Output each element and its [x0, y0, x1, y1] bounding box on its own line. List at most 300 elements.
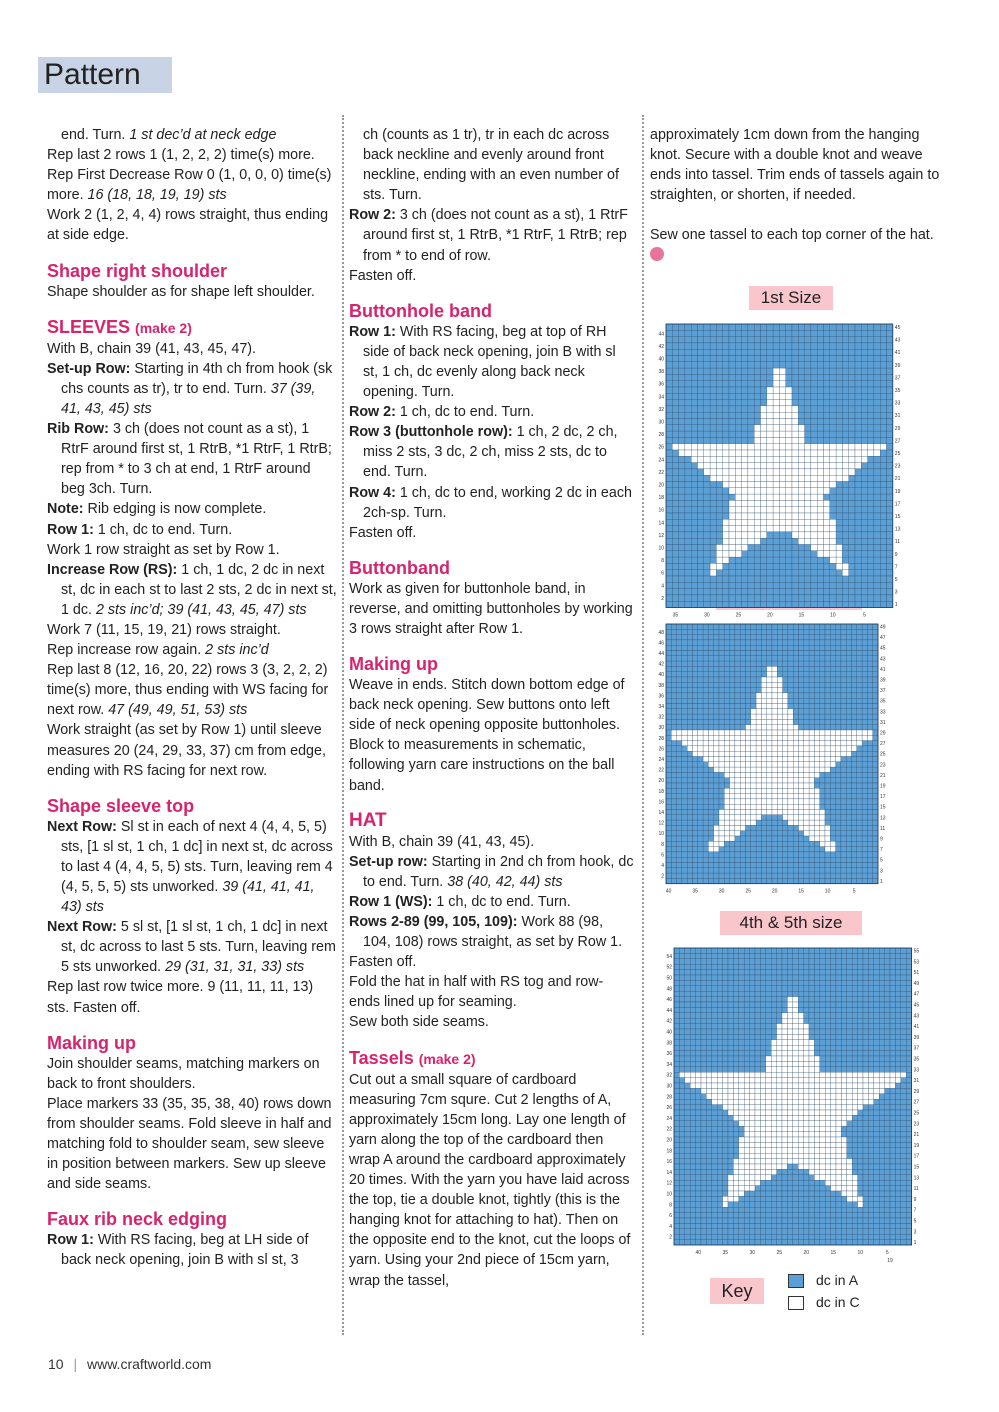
chart-cell: [704, 576, 710, 582]
chart-cell: [793, 857, 798, 862]
chart-cell: [906, 986, 911, 991]
chart-cell: [879, 970, 884, 975]
chart-cell: [703, 624, 708, 629]
chart-cell: [787, 1051, 792, 1056]
chart-cell: [787, 1094, 792, 1099]
chart-cell: [830, 852, 835, 857]
chart-cell: [723, 463, 729, 469]
chart-cell: [831, 1051, 836, 1056]
chart-cell: [735, 563, 741, 569]
chart-cell: [777, 651, 782, 656]
chart-cell: [849, 330, 855, 336]
chart-cell: [874, 387, 880, 393]
chart-cell: [756, 794, 761, 799]
chart-cell: [820, 959, 825, 964]
chart-cell: [890, 1051, 895, 1056]
chart-cell: [836, 349, 842, 355]
chart-cell: [787, 1034, 792, 1039]
chart-cell: [787, 970, 792, 975]
chart-cell: [830, 677, 835, 682]
chart-cell: [671, 868, 676, 873]
chart-cell: [719, 746, 724, 751]
chart-cell: [685, 576, 691, 582]
chart-cell: [740, 688, 745, 693]
chart-cell: [748, 425, 754, 431]
chart-cell: [855, 570, 861, 576]
chart-cell: [746, 693, 751, 698]
chart-cell: [836, 878, 841, 883]
chart-cell: [783, 640, 788, 645]
chart-cell: [724, 651, 729, 656]
chart-cell: [793, 666, 798, 671]
chart-cell: [804, 959, 809, 964]
chart-cell: [748, 343, 754, 349]
chart-cell: [672, 343, 678, 349]
chart-cell: [706, 1013, 711, 1018]
chart-cell: [748, 469, 754, 475]
chart-cell: [682, 635, 687, 640]
chart-cell: [742, 362, 748, 368]
chart-cell: [773, 437, 779, 443]
chart-cell: [874, 582, 880, 588]
chart-cell: [849, 324, 855, 330]
chart-cell: [729, 469, 735, 475]
chart-cell: [868, 406, 874, 412]
chart-cell: [735, 381, 741, 387]
chart-cell: [685, 337, 691, 343]
chart-cell: [880, 563, 886, 569]
chart-cell: [761, 836, 766, 841]
chart-cell: [841, 1024, 846, 1029]
chart-cell: [825, 794, 830, 799]
chart-cell: [814, 991, 819, 996]
chart-cell: [804, 1061, 809, 1066]
chart-cell: [825, 640, 830, 645]
paragraph: Row 1 (WS): 1 ch, dc to end. Turn.: [349, 893, 571, 910]
chart-cell: [885, 1029, 890, 1034]
chart-cell: [740, 751, 745, 756]
chart-cell: [817, 400, 823, 406]
chart-cell: [804, 730, 809, 735]
chart-cell: [862, 788, 867, 793]
chart-cell: [841, 778, 846, 783]
row-number: 10: [658, 545, 664, 552]
chart-cell: [750, 1067, 755, 1072]
chart-cell: [693, 841, 698, 846]
chart-cell: [830, 757, 835, 762]
chart-cell: [867, 836, 872, 841]
chart-cell: [804, 704, 809, 709]
chart-cell: [811, 488, 817, 494]
chart-cell: [799, 778, 804, 783]
chart-cell: [811, 324, 817, 330]
chart-cell: [723, 576, 729, 582]
chart-cell: [824, 463, 830, 469]
chart-cell: [698, 741, 703, 746]
chart-cell: [792, 582, 798, 588]
chart-cell: [885, 991, 890, 996]
chart-cell: [767, 810, 772, 815]
chart-cell: [723, 557, 729, 563]
chart-cell: [862, 645, 867, 650]
chart-cell: [755, 1007, 760, 1012]
chart-cell: [831, 1045, 836, 1050]
chart-cell: [885, 1034, 890, 1039]
chart-cell: [671, 847, 676, 852]
chart-cell: [761, 682, 766, 687]
chart-cell: [863, 991, 868, 996]
chart-cell: [798, 362, 804, 368]
chart-cell: [701, 1007, 706, 1012]
chart-cell: [735, 330, 741, 336]
chart-cell: [708, 868, 713, 873]
chart-cell: [901, 1083, 906, 1088]
chart-cell: [685, 349, 691, 355]
chart-cell: [748, 519, 754, 525]
column-number: 10: [830, 612, 836, 619]
chart-cell: [742, 463, 748, 469]
chart-cell: [729, 374, 735, 380]
chart-cell: [809, 688, 814, 693]
chart-cell: [779, 412, 785, 418]
chart-cell: [772, 852, 777, 857]
chart-cell: [817, 519, 823, 525]
chart-cell: [804, 693, 809, 698]
chart-cell: [852, 1067, 857, 1072]
chart-cell: [666, 368, 672, 374]
chart-cell: [742, 337, 748, 343]
chart-cell: [666, 601, 672, 607]
chart-cell: [704, 589, 710, 595]
chart-cell: [841, 783, 846, 788]
chart-cell: [779, 330, 785, 336]
chart-cell: [857, 799, 862, 804]
chart-cell: [793, 794, 798, 799]
chart-cell: [830, 640, 835, 645]
chart-cell: [831, 964, 836, 969]
chart-cell: [703, 693, 708, 698]
chart-cell: [756, 852, 761, 857]
chart-cell: [746, 841, 751, 846]
chart-cell: [857, 868, 862, 873]
column-divider: [342, 115, 344, 1335]
chart-cell: [874, 1061, 879, 1066]
chart-cell: [799, 788, 804, 793]
chart-cell: [714, 714, 719, 719]
chart-cell: [674, 1024, 679, 1029]
row-number: 4: [661, 583, 664, 590]
chart-cell: [682, 645, 687, 650]
chart-cell: [798, 1072, 803, 1077]
chart-cell: [895, 1072, 900, 1077]
chart-cell: [685, 1051, 690, 1056]
chart-cell: [671, 640, 676, 645]
chart-cell: [825, 730, 830, 735]
chart-cell: [685, 1094, 690, 1099]
chart-cell: [685, 519, 691, 525]
chart-cell: [706, 975, 711, 980]
row-number: 16: [658, 799, 664, 806]
chart-cell: [750, 997, 755, 1002]
chart-cell: [805, 406, 811, 412]
chart-cell: [820, 1051, 825, 1056]
chart-cell: [880, 330, 886, 336]
chart-cell: [679, 500, 685, 506]
chart-cell: [735, 709, 740, 714]
chart-cell: [814, 693, 819, 698]
chart-cell: [687, 741, 692, 746]
chart-cell: [724, 709, 729, 714]
chart-cell: [879, 986, 884, 991]
chart-cell: [787, 1061, 792, 1066]
chart-cell: [767, 682, 772, 687]
chart-cell: [735, 640, 740, 645]
chart-cell: [773, 526, 779, 532]
chart-cell: [890, 986, 895, 991]
chart-cell: [793, 741, 798, 746]
chart-cell: [885, 1067, 890, 1072]
chart-cell: [901, 980, 906, 985]
chart-cell: [708, 666, 713, 671]
chart-cell: [814, 863, 819, 868]
chart-cell: [814, 794, 819, 799]
row-number: 38: [658, 369, 664, 376]
chart-cell: [880, 482, 886, 488]
chart-cell: [825, 677, 830, 682]
chart-cell: [714, 825, 719, 830]
chart-cell: [724, 661, 729, 666]
chart-cell: [687, 878, 692, 883]
chart-cell: [735, 526, 741, 532]
chart-cell: [772, 751, 777, 756]
chart-cell: [880, 368, 886, 374]
chart-cell: [852, 656, 857, 661]
chart-cell: [868, 412, 874, 418]
chart-cell: [679, 1056, 684, 1061]
chart-cell: [693, 751, 698, 756]
chart-cell: [767, 532, 773, 538]
chart-cell: [863, 1007, 868, 1012]
chart-cell: [690, 1013, 695, 1018]
chart-cell: [868, 970, 873, 975]
chart-cell: [730, 735, 735, 740]
chart-cell: [858, 1088, 863, 1093]
chart-cell: [717, 1029, 722, 1034]
chart-cell: [698, 494, 704, 500]
chart-cell: [767, 772, 772, 777]
chart-cell: [777, 661, 782, 666]
chart-cell: [811, 589, 817, 595]
chart-cell: [777, 964, 782, 969]
chart-cell: [679, 519, 685, 525]
chart-cell: [767, 406, 773, 412]
chart-cell: [793, 1088, 798, 1093]
chart-cell: [779, 475, 785, 481]
chart-cell: [714, 682, 719, 687]
chart-cell: [767, 852, 772, 857]
chart-cell: [679, 456, 685, 462]
chart-cell: [809, 953, 814, 958]
chart-cell: [788, 878, 793, 883]
chart-cell: [693, 666, 698, 671]
chart-cell: [804, 1034, 809, 1039]
section-heading: Shape right shoulder: [47, 260, 228, 281]
chart-cell: [767, 419, 773, 425]
chart-cell: [704, 406, 710, 412]
chart-cell: [742, 551, 748, 557]
chart-cell: [830, 820, 835, 825]
chart-cell: [698, 825, 703, 830]
chart-cell: [842, 494, 848, 500]
chart-cell: [874, 507, 880, 513]
chart-cell: [671, 704, 676, 709]
chart-cell: [855, 563, 861, 569]
chart-cell: [739, 1072, 744, 1077]
chart-cell: [798, 595, 804, 601]
chart-cell: [771, 980, 776, 985]
chart-cell: [761, 576, 767, 582]
chart-cell: [824, 431, 830, 437]
chart-cell: [885, 1002, 890, 1007]
chart-cell: [805, 431, 811, 437]
chart-cell: [777, 810, 782, 815]
chart-cell: [685, 444, 691, 450]
chart-cell: [779, 563, 785, 569]
chart-cell: [811, 576, 817, 582]
chart-cell: [672, 551, 678, 557]
chart-cell: [798, 356, 804, 362]
chart-cell: [704, 368, 710, 374]
chart-cell: [740, 629, 745, 634]
chart-cell: [754, 526, 760, 532]
column-divider: [642, 115, 644, 1335]
chart-cell: [666, 624, 671, 629]
chart-cell: [756, 772, 761, 777]
chart-cell: [788, 831, 793, 836]
chart-cell: [698, 863, 703, 868]
chart-cell: [814, 820, 819, 825]
chart-cell: [723, 563, 729, 569]
chart-cell: [861, 532, 867, 538]
chart-cell: [804, 878, 809, 883]
chart-cell: [809, 1013, 814, 1018]
chart-cell: [814, 964, 819, 969]
chart-cell: [887, 400, 893, 406]
chart-cell: [740, 645, 745, 650]
chart-cell: [852, 794, 857, 799]
chart-cell: [831, 953, 836, 958]
chart-cell: [782, 1072, 787, 1077]
paragraph: approximately 1cm down from the hanging knot. Secure with a double knot and weave ends into tassel. Trim ends of tassels again to straighten, or shorten, if needed.: [650, 127, 940, 204]
chart-cell: [857, 651, 862, 656]
chart-cell: [847, 1045, 852, 1050]
chart-cell: [744, 1024, 749, 1029]
row-number: 32: [658, 406, 664, 413]
chart-cell: [740, 719, 745, 724]
chart-cell: [767, 362, 773, 368]
chart-cell: [742, 324, 748, 330]
chart-cell: [685, 1007, 690, 1012]
chart-cell: [867, 783, 872, 788]
chart-cell: [824, 589, 830, 595]
chart-cell: [842, 381, 848, 387]
chart-cell: [836, 570, 842, 576]
chart-cell: [824, 337, 830, 343]
chart-cell: [685, 1078, 690, 1083]
chart-cell: [671, 656, 676, 661]
chart-cell: [733, 975, 738, 980]
chart-cell: [767, 873, 772, 878]
chart-cell: [846, 841, 851, 846]
chart-cell: [693, 629, 698, 634]
chart-cell: [730, 841, 735, 846]
chart-cell: [879, 980, 884, 985]
chart-cell: [685, 387, 691, 393]
chart-cell: [733, 1078, 738, 1083]
chart-cell: [750, 991, 755, 996]
chart-cell: [761, 857, 766, 862]
chart-cell: [750, 1072, 755, 1077]
chart-cell: [887, 601, 893, 607]
chart-cell: [874, 463, 880, 469]
chart-cell: [857, 810, 862, 815]
chart-cell: [799, 666, 804, 671]
chart-cell: [708, 640, 713, 645]
chart-cell: [874, 469, 880, 475]
chart-cell: [710, 393, 716, 399]
chart-cell: [672, 563, 678, 569]
chart-cell: [824, 500, 830, 506]
chart-cell: [830, 324, 836, 330]
chart-cell: [779, 570, 785, 576]
chart-cell: [698, 500, 704, 506]
chart-cell: [787, 1072, 792, 1077]
chart-cell: [751, 677, 756, 682]
chart-cell: [852, 709, 857, 714]
chart-cell: [698, 746, 703, 751]
chart-cell: [873, 778, 878, 783]
chart-cell: [698, 725, 703, 730]
chart-cell: [723, 986, 728, 991]
chart-cell: [786, 513, 792, 519]
chart-grid: [666, 624, 878, 884]
chart-cell: [706, 1007, 711, 1012]
chart-cell: [868, 425, 874, 431]
chart-cell: [710, 444, 716, 450]
chart-cell: [809, 863, 814, 868]
chart-cell: [766, 953, 771, 958]
chart-cell: [855, 545, 861, 551]
chart-cell: [672, 381, 678, 387]
chart-cell: [717, 948, 722, 953]
chart-cell: [679, 393, 685, 399]
chart-cell: [804, 640, 809, 645]
chart-cell: [729, 601, 735, 607]
chart-cell: [874, 419, 880, 425]
column-2: [349, 125, 634, 1291]
chart-cell: [814, 948, 819, 953]
chart-cell: [744, 975, 749, 980]
chart-cell: [685, 964, 690, 969]
chart-cell: [740, 735, 745, 740]
chart-cell: [691, 526, 697, 532]
chart-cell: [846, 794, 851, 799]
chart-cell: [685, 463, 691, 469]
chart-cell: [852, 672, 857, 677]
chart-cell: [672, 494, 678, 500]
chart-cell: [744, 986, 749, 991]
chart-cell: [708, 767, 713, 772]
